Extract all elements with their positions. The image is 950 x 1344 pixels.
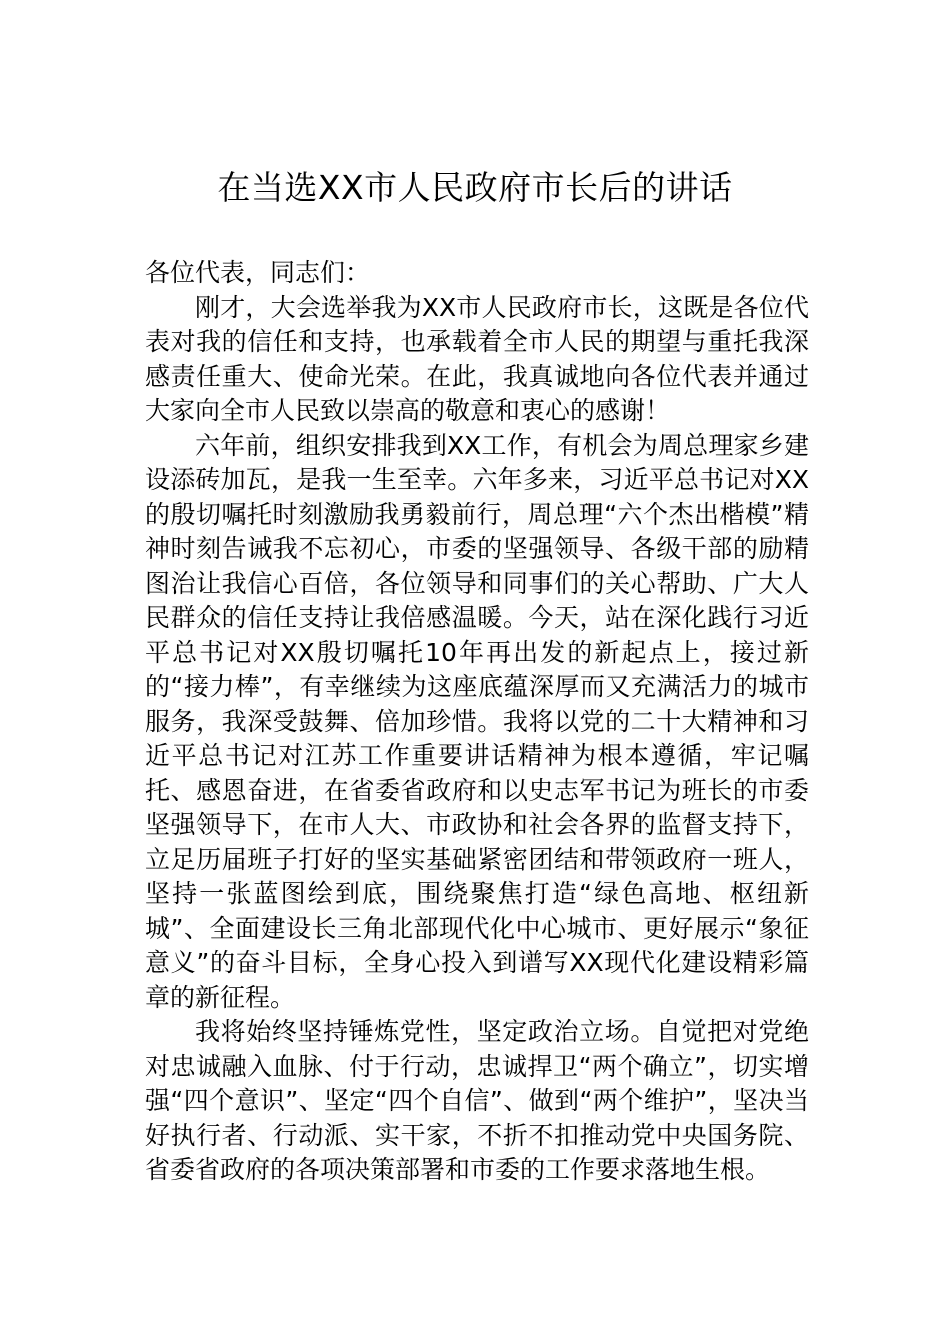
paragraph-2: 六年前，组织安排我到XX工作，有机会为周总理家乡建设添砖加瓦，是我一生至幸。六年多来，习近平总书记对XX的殷切嘱托时刻激励我勇毅前行，周总理“六个杰出楷模”精神时刻告诫我不忘初心，市委的坚强领导、各级干部的励精图治让我信心百倍，各位领导和同事们的关心帮助、广大人民群众的信任支持让我倍感温暖。今天，站在深化践行习近平总书记对XX殷切嘱托10年再出发的新起点上，接过新的“接力棒”，有幸继续为这座底蕴深厚而又充满活力的城市服务，我深受鼓舞、倍加珍惜。我将以党的二十大精神和习近平总书记对江苏工作重要讲话精神为根本遵循，牢记嘱托、感恩奋进，在省委省政府和以史志军书记为班长的市委坚强领导下，在市人大、市政协和社会各界的监督支持下，立足历届班子打好的坚实基础紧密团结和带领政府一班人，坚持一张蓝图绘到底，围绕聚焦打造“绿色高地、枢纽新城”、全面建设长三角北部现代化中心城市、更好展示“象征意义”的奋斗目标，全身心投入到谱写XX现代化建设精彩篇章的新征程。: [145, 430, 809, 1012]
paragraph-1: 刚才，大会选举我为XX市人民政府市长，这既是各位代表对我的信任和支持，也承载着全市人民的期望与重托我深感责任重大、使命光荣。在此，我真诚地向各位代表并通过大家向全市人民致以崇高的敬意和衷心的感谢！: [145, 292, 809, 425]
salutation: 各位代表，同志们：: [145, 258, 371, 287]
paragraph-3: 我将始终坚持锤炼党性，坚定政治立场。自觉把对党绝对忠诚融入血脉、付于行动，忠诚捍卫“两个确立”，切实增强“四个意识”、坚定“四个自信”、做到“两个维护”，坚决当好执行者、行动派、实干家，不折不扣推动党中央国务院、省委省政府的各项决策部署和市委的工作要求落地生根。: [145, 1017, 809, 1184]
document-body: [145, 256, 809, 1188]
document-title: 在当选XX市人民政府市长后的讲话: [217, 168, 733, 207]
